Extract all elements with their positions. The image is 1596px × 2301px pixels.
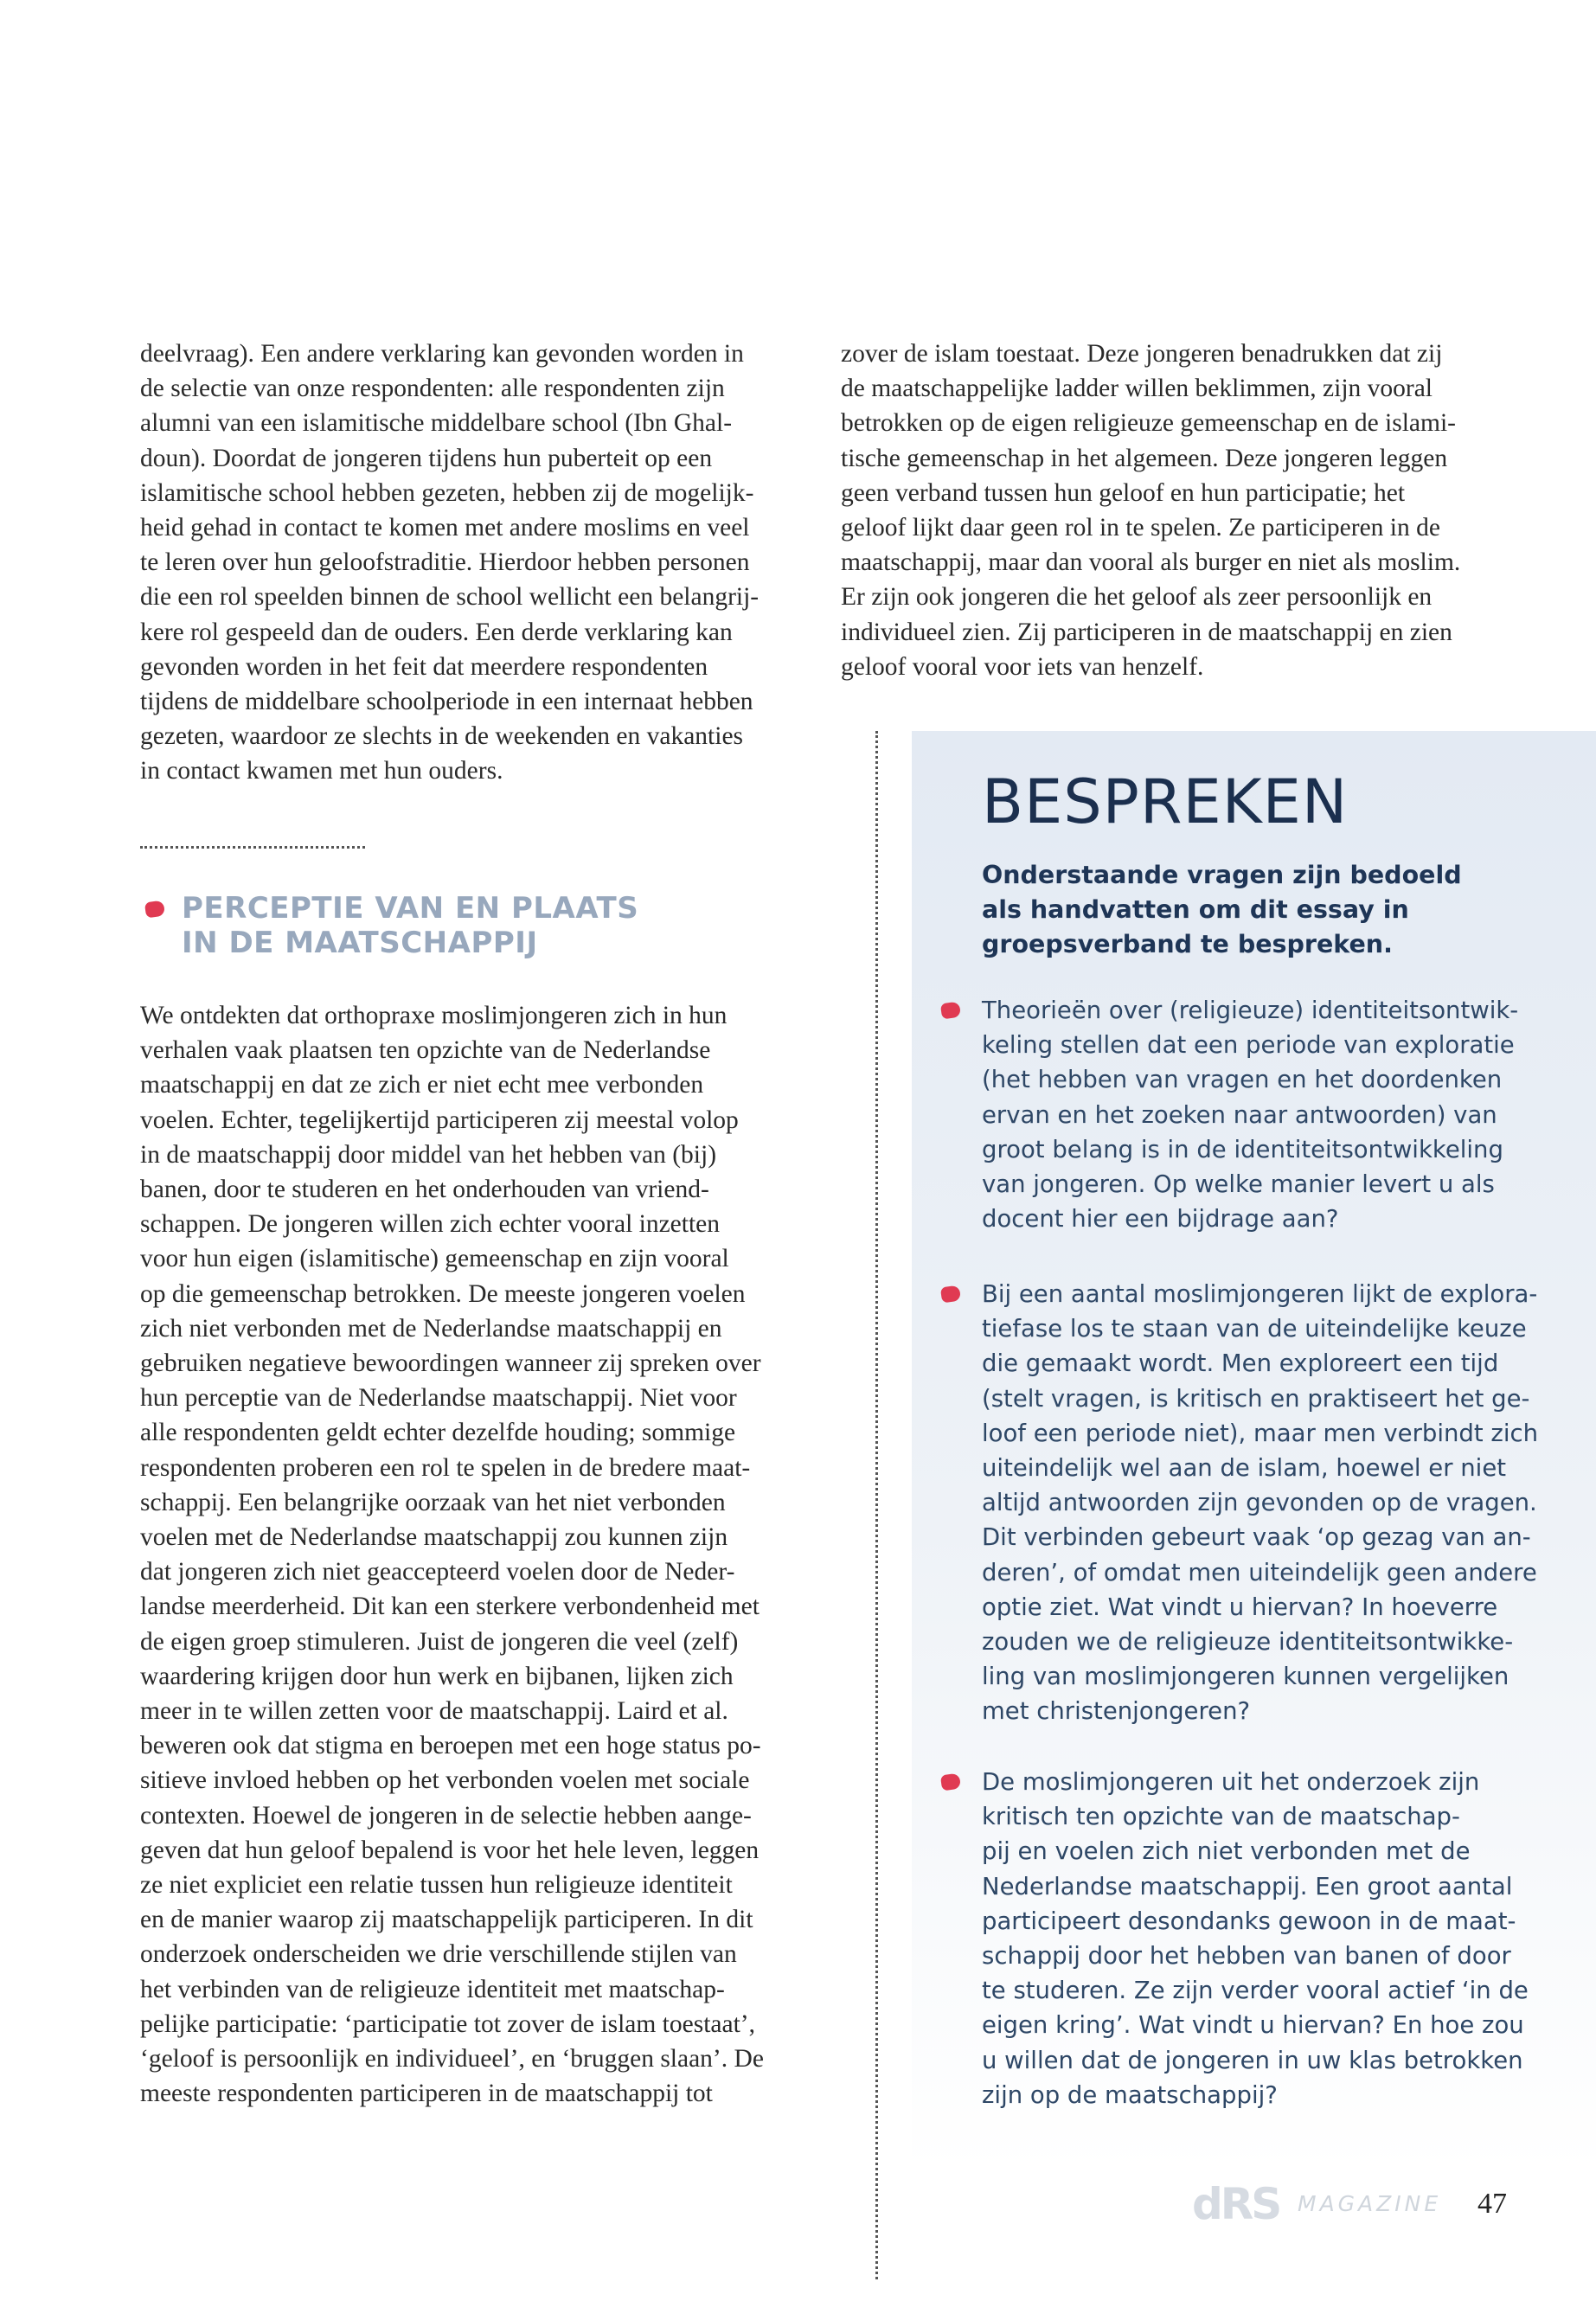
text-line: tijdens de middelbare schoolperiode in een internaat hebben — [140, 688, 753, 716]
question-line: tiefase los te staan van de uiteindelijke keuze — [982, 1315, 1527, 1343]
text-line: schappen. De jongeren willen zich echter vooral inzetten — [140, 1210, 721, 1239]
bullet-icon — [144, 901, 165, 919]
section-title-line: PERCEPTIE VAN EN PLAATS — [182, 891, 639, 926]
text-line: ze niet expliciet een relatie tussen hun religieuze identiteit — [140, 1871, 733, 1900]
text-line: tische gemeenschap in het algemeen. Deze jongeren leggen — [841, 444, 1448, 472]
question-line: docent hier een bijdrage aan? — [982, 1205, 1339, 1234]
text-line: te leren over hun geloofstraditie. Hierdoor hebben personen — [140, 548, 750, 577]
discussion-box — [912, 731, 1596, 2171]
text-line: de eigen groep stimuleren. Juist de jongeren die veel (zelf) — [140, 1627, 739, 1656]
question-line: die gemaakt wordt. Men exploreert een tijd — [982, 1349, 1499, 1378]
text-line: op die gemeenschap betrokken. De meeste jongeren voelen — [140, 1279, 746, 1308]
dotted-separator — [140, 846, 365, 849]
text-line: zover de islam toestaat. Deze jongeren benadrukken dat zij — [841, 340, 1443, 368]
text-line: ‘geloof is persoonlijk en individueel’, en ‘bruggen slaan’. De — [140, 2045, 764, 2073]
text-line: verhalen vaak plaatsen ten opzichte van de Nederlandse — [140, 1036, 711, 1065]
question-line: Theorieën over (religieuze) identiteitsontwik- — [982, 997, 1519, 1024]
text-line: gebruiken negatieve bewoordingen wanneer zij spreken over — [140, 1349, 761, 1378]
left-column-main-text — [140, 998, 824, 2112]
text-line: gevonden worden in het feit dat meerdere respondenten — [140, 652, 708, 681]
text-line: heid gehad in contact te komen met andere moslims en veel — [140, 514, 750, 542]
text-line: dat jongeren zich niet geaccepteerd voelen door de Neder- — [140, 1558, 735, 1586]
intro-line: als handvatten om dit essay in — [982, 895, 1409, 924]
text-line: We ontdekten dat orthopraxe moslimjongeren zich in hun — [140, 1002, 727, 1029]
intro-line: groepsverband te bespreken. — [982, 930, 1393, 958]
logo-mark: dRS — [1192, 2179, 1280, 2229]
text-line: waardering krijgen door hun werk en bijbanen, lijken zich — [140, 1662, 734, 1690]
question-line: uiteindelijk wel aan de islam, hoewel er niet — [982, 1454, 1507, 1483]
text-line: zich niet verbonden met de Nederlandse maatschappij en — [140, 1314, 722, 1343]
bullet-icon — [940, 1285, 961, 1304]
text-line: voelen. Echter, tegelijkertijd participeren zij meestal volop — [140, 1106, 739, 1134]
text-line: de maatschappelijke ladder willen beklimmen, zijn vooral — [841, 375, 1433, 403]
text-line: islamitische school hebben gezeten, hebben zij de mogelijk- — [140, 478, 754, 507]
text-line: gezeten, waardoor ze slechts in de weekenden en vakanties — [140, 722, 744, 751]
text-line: sitieve invloed hebben op het verbonden voelen met sociale — [140, 1766, 750, 1795]
text-line: onderzoek onderscheiden we drie verschillende stijlen van — [140, 1940, 737, 1969]
question-text — [982, 1277, 1538, 1729]
question-line: loof een periode niet), maar men verbindt zich — [982, 1419, 1539, 1447]
text-line: geloof lijkt daar geen rol in te spelen. Ze participeren in de — [841, 514, 1440, 542]
text-line: betrokken op de eigen religieuze gemeenschap en de islami- — [841, 409, 1456, 438]
text-line: meer in te willen zetten voor de maatschappij. Laird et al. — [140, 1697, 728, 1726]
text-line: in contact kwamen met hun ouders. — [140, 757, 503, 785]
question-line: (het hebben van vragen en het doordenken — [982, 1066, 1503, 1094]
question-line: u willen dat de jongeren in uw klas betrokken — [982, 2046, 1523, 2074]
text-line: individueel zien. Zij participeren in de maatschappij en zien — [841, 618, 1452, 646]
text-line: geloof vooral voor iets van henzelf. — [841, 652, 1204, 681]
right-column-top-text — [841, 336, 1524, 684]
question-line: Nederlandse maatschappij. Een groot aantal — [982, 1872, 1513, 1900]
question-line: eigen kring’. Wat vindt u hiervan? En hoe zou — [982, 2011, 1524, 2040]
text-line: hun perceptie van de Nederlandse maatschappij. Niet voor — [140, 1384, 737, 1413]
box-intro — [982, 858, 1462, 962]
text-line: banen, door te studeren en het onderhouden van vriend- — [140, 1176, 709, 1204]
text-line: voelen met de Nederlandse maatschappij zou kunnen zijn — [140, 1523, 728, 1552]
left-column-top-text — [140, 336, 824, 789]
bullet-icon — [940, 1002, 961, 1020]
question-line: altijd antwoorden zijn gevonden op de vragen. — [982, 1489, 1537, 1517]
section-title — [182, 891, 638, 960]
magazine-logo — [1192, 2179, 1442, 2229]
question-line: kritisch ten opzichte van de maatschap- — [982, 1803, 1460, 1831]
text-line: alle respondenten geldt echter dezelfde houding; sommige — [140, 1419, 736, 1447]
question-text — [982, 993, 1518, 1236]
section-title-line: IN DE MAATSCHAPPIJ — [182, 926, 538, 960]
text-line: meeste respondenten participeren in de maatschappij tot — [140, 2080, 713, 2108]
question-line: met christenjongeren? — [982, 1697, 1251, 1726]
text-line: Er zijn ook jongeren die het geloof als zeer persoonlijk en — [841, 583, 1433, 612]
question-line: ling van moslimjongeren kunnen vergelijken — [982, 1663, 1509, 1691]
text-line: schappij. Een belangrijke oorzaak van het niet verbonden — [140, 1488, 726, 1516]
question-line: ervan en het zoeken naar antwoorden) van — [982, 1100, 1497, 1129]
intro-line: Onderstaande vragen zijn bedoeld — [982, 861, 1462, 889]
text-line: in de maatschappij door middel van het hebben van (bij) — [140, 1140, 717, 1169]
text-line: maatschappij en dat ze zich er niet echt mee verbonden — [140, 1071, 704, 1099]
question-line: deren’, of omdat men uiteindelijk geen andere — [982, 1558, 1537, 1586]
text-line: respondenten proberen een rol te spelen in de bredere maat- — [140, 1453, 751, 1482]
text-line: en de manier waarop zij maatschappelijk participeren. In dit — [140, 1906, 753, 1934]
text-line: die een rol speelden binnen de school wellicht een belangrij- — [140, 583, 760, 612]
text-line: contexten. Hoewel de jongeren in de selectie hebben aange- — [140, 1801, 752, 1830]
question-line: groot belang is in de identiteitsontwikkeling — [982, 1135, 1503, 1163]
text-line: de selectie van onze respondenten: alle respondenten zijn — [140, 375, 725, 403]
question-line: keling stellen dat een periode van exploratie — [982, 1031, 1515, 1060]
page-number: 47 — [1477, 2188, 1507, 2220]
column-divider — [875, 731, 878, 2279]
question-line: participeert desondanks gewoon in de maat- — [982, 1907, 1516, 1935]
text-line: deelvraag). Een andere verklaring kan gevonden worden in — [140, 340, 744, 368]
question-line: (stelt vragen, is kritisch en praktiseert het ge- — [982, 1384, 1530, 1413]
question-line: De moslimjongeren uit het onderzoek zijn — [982, 1768, 1480, 1796]
text-line: pelijke participatie: ‘participatie tot zover de islam toestaat’, — [140, 2009, 755, 2038]
text-line: beweren ook dat stigma en beroepen met een hoge status po- — [140, 1732, 761, 1760]
bullet-icon — [940, 1773, 961, 1791]
text-line: kere rol gespeeld dan de ouders. Een derde verklaring kan — [140, 618, 733, 646]
logo-wordmark: MAGAZINE — [1298, 2191, 1442, 2216]
question-line: van jongeren. Op welke manier levert u als — [982, 1170, 1495, 1199]
text-line: voor hun eigen (islamitische) gemeenschap en zijn vooral — [140, 1245, 729, 1273]
question-line: Bij een aantal moslimjongeren lijkt de explora- — [982, 1280, 1538, 1308]
question-line: Dit verbinden gebeurt vaak ‘op gezag van an- — [982, 1523, 1531, 1552]
question-text — [982, 1765, 1529, 2112]
question-line: pij en voelen zich niet verbonden met de — [982, 1837, 1471, 1866]
text-line: het verbinden van de religieuze identiteit met maatschap- — [140, 1975, 725, 2003]
text-line: alumni van een islamitische middelbare school (Ibn Ghal- — [140, 409, 733, 438]
question-line: te studeren. Ze zijn verder vooral actief ‘in de — [982, 1977, 1529, 2005]
box-title: BESPREKEN — [982, 766, 1349, 837]
question-line: zouden we de religieuze identiteitsontwikke- — [982, 1628, 1514, 1657]
text-line: doun). Doordat de jongeren tijdens hun puberteit op een — [140, 444, 713, 472]
question-line: optie ziet. Wat vindt u hiervan? In hoeverre — [982, 1593, 1498, 1621]
text-line: landse meerderheid. Dit kan een sterkere verbondenheid met — [140, 1593, 760, 1621]
text-line: geen verband tussen hun geloof en hun participatie; het — [841, 478, 1406, 507]
question-line: zijn op de maatschappij? — [982, 2080, 1278, 2109]
question-line: schappij door het hebben van banen of door — [982, 1942, 1511, 1971]
text-line: maatschappij, maar dan vooral als burger en niet als moslim. — [841, 548, 1461, 577]
text-line: geven dat hun geloof bepalend is voor het hele leven, leggen — [140, 1836, 760, 1864]
